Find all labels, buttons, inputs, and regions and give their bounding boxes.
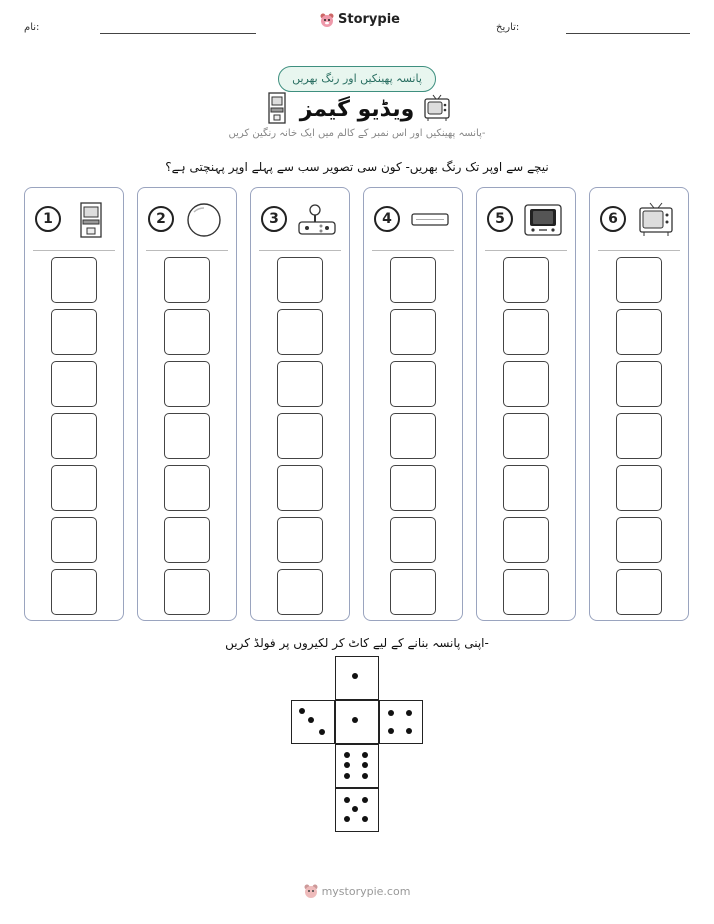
- dice-instruction: اپنی پانسہ بنانے کے لیے کاٹ کر لکیروں پر فولڈ کریں-: [225, 636, 489, 650]
- pip: [299, 708, 305, 714]
- footer-url: mystorypie.com: [321, 884, 411, 898]
- pip: [388, 710, 394, 716]
- retro-tv-icon: [634, 202, 678, 238]
- color-cell[interactable]: [277, 517, 323, 563]
- column-1: [24, 187, 124, 621]
- color-cell[interactable]: [616, 413, 662, 459]
- joystick-icon: [295, 202, 339, 238]
- color-cell[interactable]: [51, 569, 97, 615]
- arcade-cabinet-icon: [69, 202, 113, 238]
- color-cell[interactable]: [51, 517, 97, 563]
- color-cell[interactable]: [503, 309, 549, 355]
- color-cell[interactable]: [503, 517, 549, 563]
- pip: [362, 797, 368, 803]
- name-line: [100, 33, 256, 34]
- pip: [362, 762, 368, 768]
- color-cell[interactable]: [390, 517, 436, 563]
- pip: [308, 717, 314, 723]
- column-divider: [372, 250, 454, 251]
- page-title: ویڈیو گیمز: [299, 97, 415, 122]
- dice-face-3: [291, 700, 335, 744]
- dice-face-4: [379, 700, 423, 744]
- column-number: 6: [600, 206, 626, 232]
- column-2: [137, 187, 237, 621]
- color-cell[interactable]: [164, 517, 210, 563]
- name-label: نام:: [24, 22, 40, 33]
- dice-face-6: [335, 744, 379, 788]
- column-divider: [146, 250, 228, 251]
- dice-face-5: [335, 788, 379, 832]
- date-label: تاریخ:: [496, 22, 520, 33]
- pip: [344, 816, 350, 822]
- pip: [352, 717, 358, 723]
- color-cell[interactable]: [390, 569, 436, 615]
- color-cell[interactable]: [164, 413, 210, 459]
- color-cell[interactable]: [164, 309, 210, 355]
- column-divider: [259, 250, 341, 251]
- column-number: 5: [487, 206, 513, 232]
- dice-face-1: [335, 656, 379, 700]
- color-cell[interactable]: [164, 465, 210, 511]
- color-cell[interactable]: [390, 309, 436, 355]
- pip: [388, 728, 394, 734]
- page-subtitle: پانسہ پھینکیں اور اس نمبر کے کالم میں ایک خانہ رنگین کریں-: [228, 128, 486, 139]
- column-6: [589, 187, 689, 621]
- pip: [344, 773, 350, 779]
- color-cell[interactable]: [390, 413, 436, 459]
- color-cell[interactable]: [616, 517, 662, 563]
- column-divider: [33, 250, 115, 251]
- color-cell[interactable]: [390, 361, 436, 407]
- color-cell[interactable]: [503, 465, 549, 511]
- pip: [406, 728, 412, 734]
- retro-tv-icon: [424, 94, 450, 122]
- pip: [352, 673, 358, 679]
- color-cell[interactable]: [51, 361, 97, 407]
- color-cell[interactable]: [51, 413, 97, 459]
- brand-logo: [320, 12, 400, 27]
- activity-pill: پانسہ پھینکیں اور رنگ بھریں: [278, 66, 436, 92]
- color-cell[interactable]: [616, 465, 662, 511]
- brand-name: Storypie: [338, 12, 400, 27]
- color-cell[interactable]: [503, 413, 549, 459]
- dice-face-1-center: [335, 700, 379, 744]
- color-cell[interactable]: [277, 361, 323, 407]
- color-cell[interactable]: [277, 413, 323, 459]
- column-4: [363, 187, 463, 621]
- color-cell[interactable]: [503, 257, 549, 303]
- color-cell[interactable]: [164, 569, 210, 615]
- pip: [344, 762, 350, 768]
- date-line: [566, 33, 690, 34]
- color-cell[interactable]: [390, 257, 436, 303]
- color-cell[interactable]: [616, 361, 662, 407]
- color-cell[interactable]: [164, 361, 210, 407]
- color-cell[interactable]: [51, 309, 97, 355]
- column-5: [476, 187, 576, 621]
- column-divider: [485, 250, 567, 251]
- color-cell[interactable]: [277, 309, 323, 355]
- question-text: نیچے سے اوپر تک رنگ بھریں- کون سی تصویر سب سے پہلے اوپر پہنچتی ہے؟: [165, 160, 549, 174]
- pip: [344, 797, 350, 803]
- color-cell[interactable]: [616, 257, 662, 303]
- footer: [0, 884, 714, 898]
- color-cell[interactable]: [616, 569, 662, 615]
- bear-logo-icon: [304, 884, 318, 898]
- color-cell[interactable]: [51, 465, 97, 511]
- pip: [406, 710, 412, 716]
- color-cell[interactable]: [164, 257, 210, 303]
- pip: [344, 752, 350, 758]
- column-number: 3: [261, 206, 287, 232]
- color-cell[interactable]: [503, 361, 549, 407]
- column-number: 4: [374, 206, 400, 232]
- column-3: [250, 187, 350, 621]
- color-cell[interactable]: [390, 465, 436, 511]
- pip: [362, 816, 368, 822]
- color-cell[interactable]: [277, 569, 323, 615]
- color-cell[interactable]: [51, 257, 97, 303]
- column-number: 2: [148, 206, 174, 232]
- column-number: 1: [35, 206, 61, 232]
- color-cell[interactable]: [503, 569, 549, 615]
- pip: [319, 729, 325, 735]
- color-cell[interactable]: [616, 309, 662, 355]
- game-cartridge-icon: [408, 202, 452, 238]
- color-cell[interactable]: [277, 465, 323, 511]
- column-divider: [598, 250, 680, 251]
- handheld-console-icon: [521, 202, 565, 238]
- ball-icon: [182, 202, 226, 238]
- color-cell[interactable]: [277, 257, 323, 303]
- bear-logo-icon: [320, 13, 334, 27]
- pip: [362, 773, 368, 779]
- pip: [352, 806, 358, 812]
- pip: [362, 752, 368, 758]
